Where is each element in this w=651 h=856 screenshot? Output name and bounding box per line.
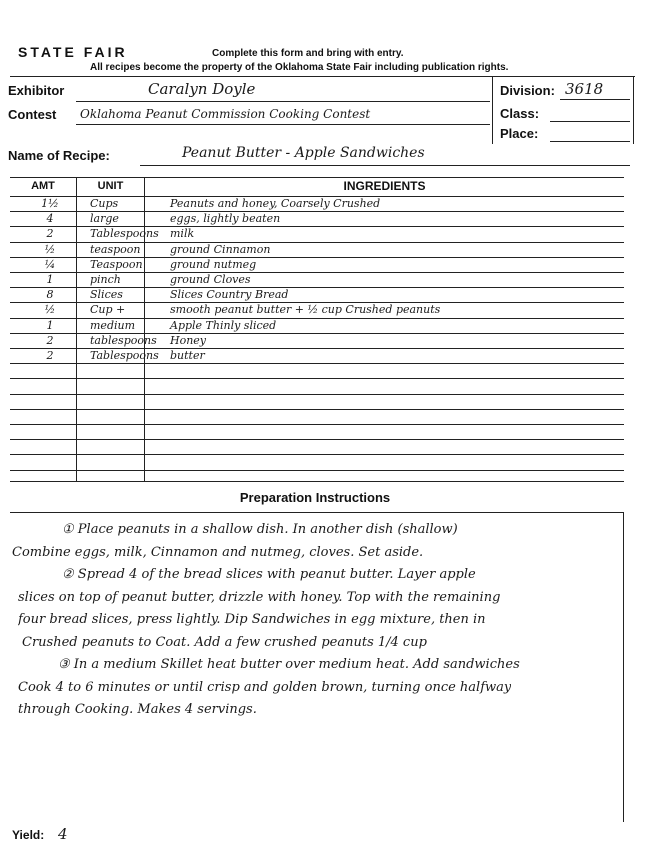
ingredient-cell: milk [170, 227, 195, 241]
recipe-name-value: Peanut Butter - Apple Sandwiches [182, 145, 425, 161]
instruction-line: Cook 4 to 6 minutes or until crisp and golden brown, turning once halfway [18, 679, 512, 695]
instructions-right-border [623, 512, 624, 822]
unit-cell: teaspoon [90, 242, 141, 256]
unit-cell: Cups [90, 197, 119, 210]
yield-label: Yield: [12, 828, 45, 842]
yield-value: 4 [58, 825, 68, 843]
unit-cell: medium [90, 318, 136, 332]
table-row [10, 334, 640, 348]
form-instruction-line-2: All recipes become the property of the Oklahoma State Fair including publication rights. [90, 62, 509, 73]
unit-cell: Cup + [90, 303, 126, 317]
instruction-line: Crushed peanuts to Coat. Add a few crushed peanuts 1/4 cup [22, 634, 427, 650]
state-fair-brand: STATE FAIR [18, 44, 128, 60]
instruction-line: ③ In a medium Skillet heat butter over medium heat. Add sandwiches [58, 657, 520, 672]
unit-header: UNIT [97, 180, 124, 192]
instruction-line: Combine eggs, milk, Cinnamon and nutmeg, cloves. Set aside. [12, 544, 424, 560]
table-row-line [10, 470, 624, 471]
ingredient-cell: butter [170, 349, 205, 362]
place-label: Place: [500, 126, 539, 141]
place-underline [550, 141, 630, 142]
contest-value: Oklahoma Peanut Commission Cooking Contest [80, 107, 371, 121]
table-row-line [10, 394, 624, 395]
table-row [10, 258, 640, 272]
unit-cell: tablespoons [90, 333, 157, 347]
table-row [10, 288, 640, 302]
ingredient-cell: smooth peanut butter + ½ cup Crushed peanuts [170, 303, 441, 317]
contest-label: Contest [8, 107, 57, 122]
exhibitor-label: Exhibitor [8, 83, 65, 98]
table-row [10, 319, 640, 333]
table-row [10, 273, 640, 287]
unit-cell: Tablespoons [90, 227, 159, 241]
amt-cell: 2 [46, 227, 54, 241]
table-row [10, 197, 640, 211]
ingredient-cell: ground Cloves [170, 273, 251, 286]
table-row-line [10, 424, 624, 425]
division-underline [560, 99, 630, 100]
amt-cell: 8 [46, 288, 54, 302]
contest-underline [76, 124, 490, 125]
amt-cell: ½ [44, 303, 56, 317]
ingredient-cell: eggs, lightly beaten [170, 212, 281, 226]
division-value: 3618 [565, 80, 604, 98]
unit-cell: Teaspoon [90, 257, 143, 271]
amt-cell: ¼ [44, 257, 56, 271]
ingredient-cell: ground Cinnamon [170, 242, 271, 256]
ingredient-cell: Slices Country Bread [170, 288, 289, 302]
ingredients-header: INGREDIENTS [343, 179, 426, 193]
recipe-name-underline [140, 165, 630, 166]
ingredient-cell: Peanuts and honey, Coarsely Crushed [170, 197, 381, 210]
unit-cell: large [90, 212, 119, 226]
unit-cell: Tablespoons [90, 349, 159, 362]
amt-cell: 1½ [41, 197, 59, 210]
recipe-name-label: Name of Recipe: [8, 148, 110, 163]
instruction-line: ① Place peanuts in a shallow dish. In another dish (shallow) [62, 522, 458, 537]
table-row [10, 349, 640, 363]
form-instruction-line-1: Complete this form and bring with entry. [212, 48, 404, 59]
instruction-line: four bread slices, press lightly. Dip Sandwiches in egg mixture, then in [18, 612, 486, 627]
ingredient-cell: Apple Thinly sliced [170, 318, 277, 332]
ingredient-cell: ground nutmeg [170, 257, 257, 271]
table-row-line [10, 439, 624, 440]
class-underline [550, 121, 630, 122]
exhibitor-value: Caralyn Doyle [148, 80, 256, 98]
table-row-line [10, 378, 624, 379]
table-row [10, 303, 640, 317]
amt-cell: 1 [46, 318, 54, 332]
amt-cell: 2 [46, 349, 54, 362]
ingredients-table [10, 177, 624, 482]
division-label: Division: [500, 83, 555, 98]
instruction-line: slices on top of peanut butter, drizzle with honey. Top with the remaining [18, 589, 501, 605]
instructions-top-line [10, 512, 624, 513]
instructions-heading: Preparation Instructions [239, 490, 391, 505]
amt-cell: ½ [44, 242, 56, 256]
table-row [10, 243, 640, 257]
table-row-line [10, 409, 624, 410]
amt-cell: 4 [46, 212, 54, 226]
table-row [10, 227, 640, 241]
class-label: Class: [500, 106, 540, 121]
amt-header: AMT [31, 180, 55, 192]
exhibitor-underline [76, 101, 490, 102]
unit-cell: pinch [90, 273, 121, 286]
table-row [10, 212, 640, 226]
instruction-line: ② Spread 4 of the bread slices with peanut butter. Layer apple [62, 567, 476, 582]
ingredient-cell: Honey [170, 333, 207, 347]
amt-cell: 2 [46, 333, 54, 347]
instruction-line: through Cooking. Makes 4 servings. [18, 702, 257, 717]
amt-cell: 1 [46, 273, 54, 286]
unit-cell: Slices [90, 288, 123, 302]
table-row-line [10, 454, 624, 455]
